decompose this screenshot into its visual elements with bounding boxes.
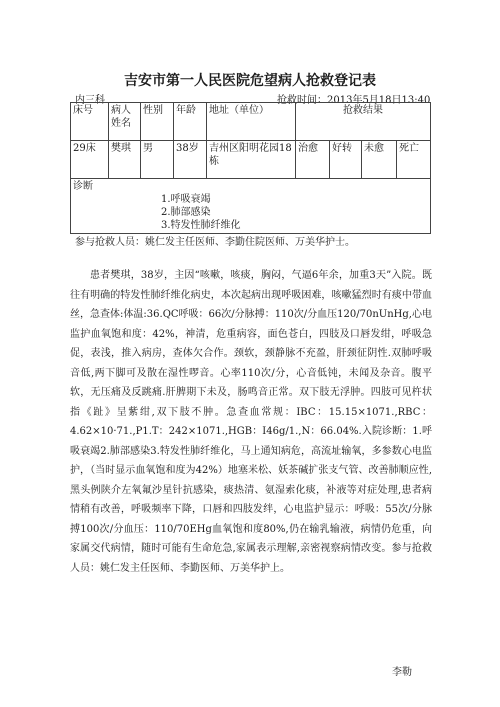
signature: 李勒 (392, 667, 412, 678)
header-result: 抢救结果 (296, 103, 431, 141)
outcome-cured: 治愈 (296, 141, 330, 179)
cell-bed: 29床 (71, 141, 109, 179)
outcome-died: 死亡 (397, 141, 431, 179)
header-bed: 床号 (71, 103, 109, 141)
table-row (71, 141, 431, 179)
header-address: 地址（单位） (207, 103, 296, 141)
cell-name: 樊琪 (109, 141, 141, 179)
diagnosis-cell (71, 179, 431, 234)
rescue-register-table (70, 102, 431, 234)
cell-age: 38岁 (174, 141, 207, 179)
document-title: 吉安市第一人民医院危望病人抢救登记表 (124, 73, 376, 89)
narrative-paragraph: 患者樊琪，38岁，主因“咳嗽，咳痰，胸闷，气逼6年余，加重3天”入院。既往有明确的特发性肺纤维化病史，本次起病出现呼吸困难，咳嗽猛烈时有痰中带血丝，急查体:体温:36.QC呼吸：66次/分脉搏：110次/分血压120/70nUnHg,心电监护血氧饱和度：42%，神清，危重病容，面色苍白，四肢及口唇发绀，呼吸急促，表浅，推入病房，查体欠合作。颈软，颈静脉不充盈，肝颈征阴性.双肺呼吸音低,两下脚可及散在湿性啰音。心率110次/分，心音低钝，未闻及杂音。腹平软，无压痛及反跳痛.肝脾期下未及，肠鸣音正常。双下肢无浮肿。四肢可见杵状指《趾》呈紫绀,双下肢不肿。急查血常规：IBC：15.15×1071.,RBC：4.62×10·71.,P1.T：242×1071.,HGB：I46g/1.,N：66.04%.入院诊断：1.呼吸衰竭2.肺部感染3.特发性肺纤维化，马上通知病危，高流址输氧，多参数心电监护，（当时显示血氧饱和度为42%）地塞米松、妖茶碱扩张支气管、改善肺顺应性,黑头例陕介左氧氟沙星针抗感染，痰热清、氨湿索化痰，补液等对症处理,患者病情稍有改善，呼吸频率下降，口唇和四肢发绊，心电监护显示：呼吸：55次/分脉搏100次/分血压：110/70EHg血氧饱和度80%,仍在输乳输液，病情仍危重，向家属交代病情，随时可能有生命危急,家属表示理解,亲密视察病情改变。参与抢救人员：姚仁发主任医师、李勤医师、万美华护上。 (70, 270, 432, 574)
table-header-row (71, 103, 431, 141)
diagnosis-row (71, 179, 431, 234)
diagnosis-item: 1.呼吸衰竭 (161, 194, 211, 205)
diagnosis-item: 2.肺部感染 (161, 207, 211, 218)
rescue-personnel: 参与抢救人员：姚仁发主任医师、李勤住院医师、万美华护士。 (75, 237, 355, 248)
case-narrative (70, 266, 432, 578)
diagnosis-item: 3.特发性肺纤维化 (161, 220, 241, 231)
cell-address: 吉州区阳明花园18栋 (207, 141, 296, 179)
header-gender: 性别 (141, 103, 174, 141)
cell-gender: 男 (141, 141, 174, 179)
header-age: 年龄 (174, 103, 207, 141)
outcome-not-cured: 未愈 (362, 141, 397, 179)
department-label: 内三科 (75, 95, 105, 106)
diagnosis-label: 诊断 (73, 181, 93, 192)
diagnosis-list (73, 193, 428, 232)
rescue-time: 抢救时间：2013年5月18日13:40 (277, 95, 431, 106)
outcome-improved: 好转 (330, 141, 362, 179)
header-name: 病人姓名 (109, 103, 141, 141)
